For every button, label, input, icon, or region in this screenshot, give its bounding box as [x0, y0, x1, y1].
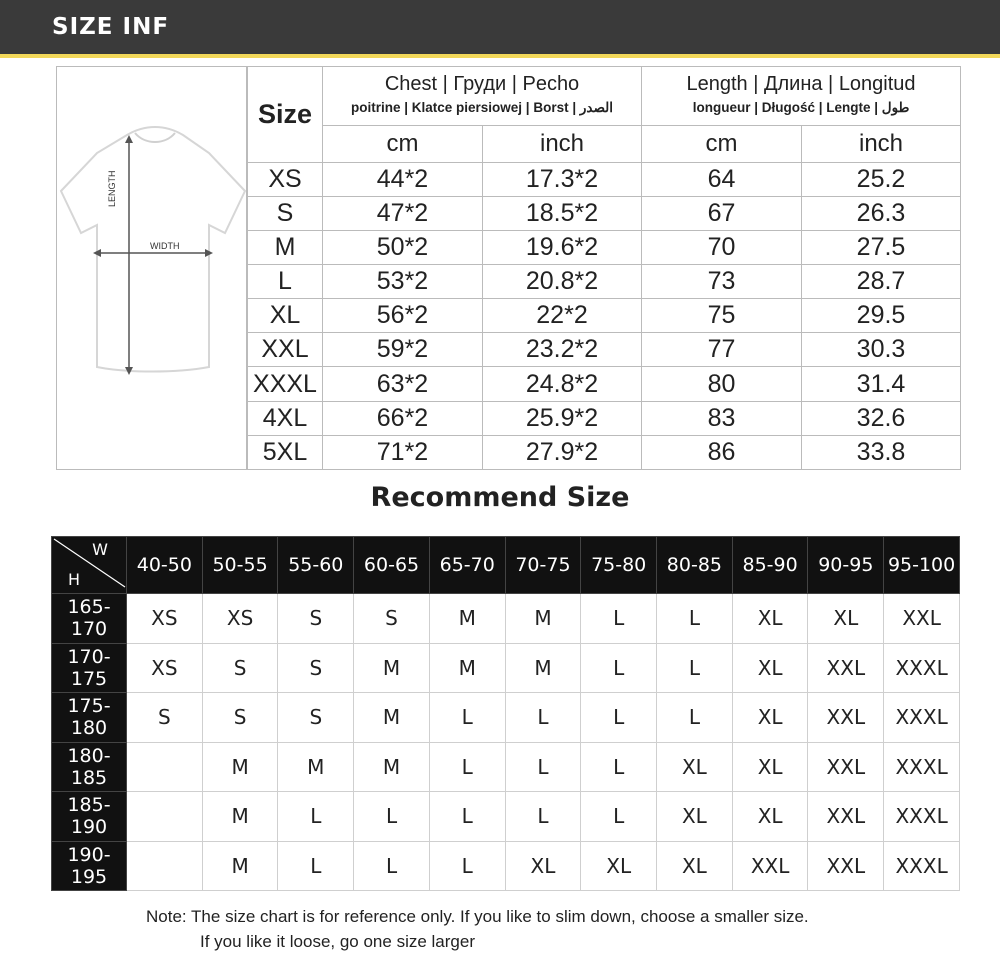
- recommended-size-cell: [127, 792, 203, 841]
- size-row: [248, 230, 961, 264]
- size-row: [248, 265, 961, 299]
- recommended-size-cell: L: [429, 792, 505, 841]
- size-chart-table: [247, 66, 961, 470]
- measurement-cell: 25.9*2: [483, 401, 642, 435]
- measurement-cell: 27.9*2: [483, 435, 642, 469]
- recommend-row: [52, 792, 960, 841]
- recommended-size-cell: L: [581, 693, 657, 742]
- recommended-size-cell: L: [429, 693, 505, 742]
- weight-header-cell: 65-70: [429, 537, 505, 594]
- recommended-size-cell: M: [202, 841, 278, 891]
- recommended-size-cell: XL: [732, 693, 808, 742]
- weight-header-cell: 55-60: [278, 537, 354, 594]
- recommended-size-cell: XL: [732, 742, 808, 791]
- recommended-size-cell: L: [278, 841, 354, 891]
- length-header: [642, 67, 961, 126]
- height-label-cell: 180-185: [52, 742, 127, 791]
- recommended-size-cell: [127, 742, 203, 791]
- recommended-size-cell: M: [202, 742, 278, 791]
- measurement-cell: 25.2: [802, 162, 961, 196]
- measurement-cell: 27.5: [802, 230, 961, 264]
- recommended-size-cell: M: [429, 643, 505, 692]
- recommended-size-cell: L: [581, 792, 657, 841]
- measurement-cell: 22*2: [483, 299, 642, 333]
- recommended-size-cell: S: [202, 693, 278, 742]
- recommended-size-cell: XL: [505, 841, 581, 891]
- recommend-row: [52, 742, 960, 791]
- size-label-cell: L: [248, 265, 323, 299]
- recommended-size-cell: S: [202, 643, 278, 692]
- recommended-size-cell: M: [505, 594, 581, 643]
- recommended-size-cell: XXXL: [884, 643, 960, 692]
- measurement-cell: 70: [642, 230, 802, 264]
- weight-header-cell: 60-65: [354, 537, 430, 594]
- recommended-size-cell: L: [429, 841, 505, 891]
- recommended-size-cell: XS: [127, 643, 203, 692]
- recommended-size-cell: L: [657, 693, 733, 742]
- weight-header-cell: 70-75: [505, 537, 581, 594]
- recommended-size-cell: XXXL: [884, 742, 960, 791]
- size-row: [248, 367, 961, 401]
- recommended-size-cell: L: [505, 693, 581, 742]
- length-label: LENGTH: [107, 170, 117, 207]
- height-label-cell: 175-180: [52, 693, 127, 742]
- recommended-size-cell: XS: [127, 594, 203, 643]
- recommended-size-cell: XL: [732, 792, 808, 841]
- tshirt-illustration: [56, 66, 247, 470]
- recommended-size-cell: XL: [732, 594, 808, 643]
- recommended-size-cell: XL: [732, 643, 808, 692]
- weight-header-cell: 85-90: [732, 537, 808, 594]
- recommended-size-cell: XXL: [808, 693, 884, 742]
- recommended-size-cell: M: [278, 742, 354, 791]
- height-label-cell: 165-170: [52, 594, 127, 643]
- recommended-size-cell: S: [278, 643, 354, 692]
- size-note: [146, 904, 809, 954]
- recommended-size-cell: L: [354, 841, 430, 891]
- chest-title: Chest | Груди | Pecho: [384, 73, 580, 96]
- measurement-cell: 47*2: [323, 196, 483, 230]
- recommended-size-cell: XL: [657, 742, 733, 791]
- size-label-cell: S: [248, 196, 323, 230]
- measurement-cell: 56*2: [323, 299, 483, 333]
- measurement-cell: 28.7: [802, 265, 961, 299]
- size-label-cell: M: [248, 230, 323, 264]
- recommended-size-cell: XXL: [732, 841, 808, 891]
- height-label-cell: 185-190: [52, 792, 127, 841]
- recommended-size-cell: M: [202, 792, 278, 841]
- size-row: [248, 196, 961, 230]
- size-label-cell: 4XL: [248, 401, 323, 435]
- size-row: [248, 299, 961, 333]
- recommended-size-cell: L: [505, 742, 581, 791]
- size-row: [248, 435, 961, 469]
- measurement-cell: 66*2: [323, 401, 483, 435]
- measurement-cell: 86: [642, 435, 802, 469]
- measurement-cell: 33.8: [802, 435, 961, 469]
- recommended-size-cell: L: [581, 643, 657, 692]
- recommended-size-cell: XL: [808, 594, 884, 643]
- measurement-cell: 53*2: [323, 265, 483, 299]
- measurement-cell: 19.6*2: [483, 230, 642, 264]
- measurement-cell: 29.5: [802, 299, 961, 333]
- recommended-size-cell: L: [657, 594, 733, 643]
- recommended-size-cell: L: [581, 594, 657, 643]
- recommended-size-cell: L: [278, 792, 354, 841]
- weight-header-cell: 50-55: [202, 537, 278, 594]
- size-label-cell: XS: [248, 162, 323, 196]
- recommended-size-cell: S: [278, 594, 354, 643]
- length-title: Length | Длина | Longitud: [686, 73, 916, 96]
- measurement-cell: 23.2*2: [483, 333, 642, 367]
- recommended-size-cell: L: [581, 742, 657, 791]
- weight-header-cell: 75-80: [581, 537, 657, 594]
- chest-subtitle: poitrine | Klatce piersiowej | Borst | الصدر: [350, 100, 614, 116]
- weight-header-cell: 95-100: [884, 537, 960, 594]
- recommended-size-cell: L: [505, 792, 581, 841]
- measurement-cell: 71*2: [323, 435, 483, 469]
- note-line-2: If you like it loose, go one size larger: [200, 932, 475, 951]
- recommended-size-cell: L: [657, 643, 733, 692]
- measurement-cell: 17.3*2: [483, 162, 642, 196]
- recommend-row: [52, 643, 960, 692]
- recommended-size-cell: S: [278, 693, 354, 742]
- size-row: [248, 162, 961, 196]
- recommended-size-cell: M: [505, 643, 581, 692]
- height-label-cell: 190-195: [52, 841, 127, 891]
- measurement-cell: 83: [642, 401, 802, 435]
- recommended-size-cell: XXXL: [884, 841, 960, 891]
- measurement-cell: 32.6: [802, 401, 961, 435]
- unit-header-cell: inch: [483, 126, 642, 162]
- header-title: SIZE INF: [52, 14, 170, 40]
- measurement-cell: 73: [642, 265, 802, 299]
- corner-cell: [52, 537, 127, 594]
- unit-header-cell: cm: [642, 126, 802, 162]
- header-bar: [0, 0, 1000, 58]
- size-label-cell: XXL: [248, 333, 323, 367]
- recommended-size-cell: S: [127, 693, 203, 742]
- recommend-row: [52, 693, 960, 742]
- measurement-cell: 50*2: [323, 230, 483, 264]
- measurement-cell: 63*2: [323, 367, 483, 401]
- size-label-cell: XL: [248, 299, 323, 333]
- weight-header-cell: 90-95: [808, 537, 884, 594]
- weight-header-cell: 40-50: [127, 537, 203, 594]
- recommended-size-cell: L: [354, 792, 430, 841]
- recommended-size-cell: XXXL: [884, 792, 960, 841]
- size-label-cell: 5XL: [248, 435, 323, 469]
- recommend-size-table: [51, 536, 960, 891]
- recommended-size-cell: XXL: [884, 594, 960, 643]
- measurement-cell: 67: [642, 196, 802, 230]
- recommended-size-cell: XL: [657, 792, 733, 841]
- recommended-size-cell: XL: [657, 841, 733, 891]
- recommended-size-cell: M: [354, 643, 430, 692]
- recommended-size-cell: XS: [202, 594, 278, 643]
- corner-weight-label: W: [92, 540, 108, 559]
- size-row: [248, 401, 961, 435]
- recommended-size-cell: XXL: [808, 841, 884, 891]
- recommended-size-cell: XXL: [808, 742, 884, 791]
- measurement-cell: 59*2: [323, 333, 483, 367]
- measurement-cell: 18.5*2: [483, 196, 642, 230]
- size-column-header: Size: [248, 67, 323, 163]
- recommend-title: Recommend Size: [370, 482, 630, 513]
- recommend-row: [52, 841, 960, 891]
- recommended-size-cell: XXL: [808, 792, 884, 841]
- recommended-size-cell: M: [429, 594, 505, 643]
- diagonal-divider-icon: [52, 537, 127, 589]
- recommended-size-cell: XXL: [808, 643, 884, 692]
- measurement-cell: 75: [642, 299, 802, 333]
- height-label-cell: 170-175: [52, 643, 127, 692]
- size-row: [248, 333, 961, 367]
- recommended-size-cell: [127, 841, 203, 891]
- unit-header-cell: cm: [323, 126, 483, 162]
- recommended-size-cell: XL: [581, 841, 657, 891]
- recommended-size-cell: S: [354, 594, 430, 643]
- corner-height-label: H: [68, 570, 81, 590]
- note-line-1: Note: The size chart is for reference only. If you like to slim down, choose a smaller size.: [146, 907, 809, 926]
- measurement-cell: 31.4: [802, 367, 961, 401]
- measurement-cell: 77: [642, 333, 802, 367]
- tshirt-icon: [57, 67, 248, 471]
- measurement-cell: 64: [642, 162, 802, 196]
- length-subtitle: longueur | Długość | Lengte | طول: [692, 100, 910, 116]
- recommended-size-cell: XXXL: [884, 693, 960, 742]
- size-label-cell: XXXL: [248, 367, 323, 401]
- width-label: WIDTH: [150, 241, 180, 251]
- measurement-cell: 20.8*2: [483, 265, 642, 299]
- recommended-size-cell: M: [354, 693, 430, 742]
- measurement-cell: 30.3: [802, 333, 961, 367]
- measurement-cell: 24.8*2: [483, 367, 642, 401]
- recommended-size-cell: L: [429, 742, 505, 791]
- unit-header-cell: inch: [802, 126, 961, 162]
- recommend-row: [52, 594, 960, 643]
- measurement-cell: 26.3: [802, 196, 961, 230]
- measurement-cell: 44*2: [323, 162, 483, 196]
- chest-header: [323, 67, 642, 126]
- measurement-cell: 80: [642, 367, 802, 401]
- recommended-size-cell: M: [354, 742, 430, 791]
- weight-header-cell: 80-85: [657, 537, 733, 594]
